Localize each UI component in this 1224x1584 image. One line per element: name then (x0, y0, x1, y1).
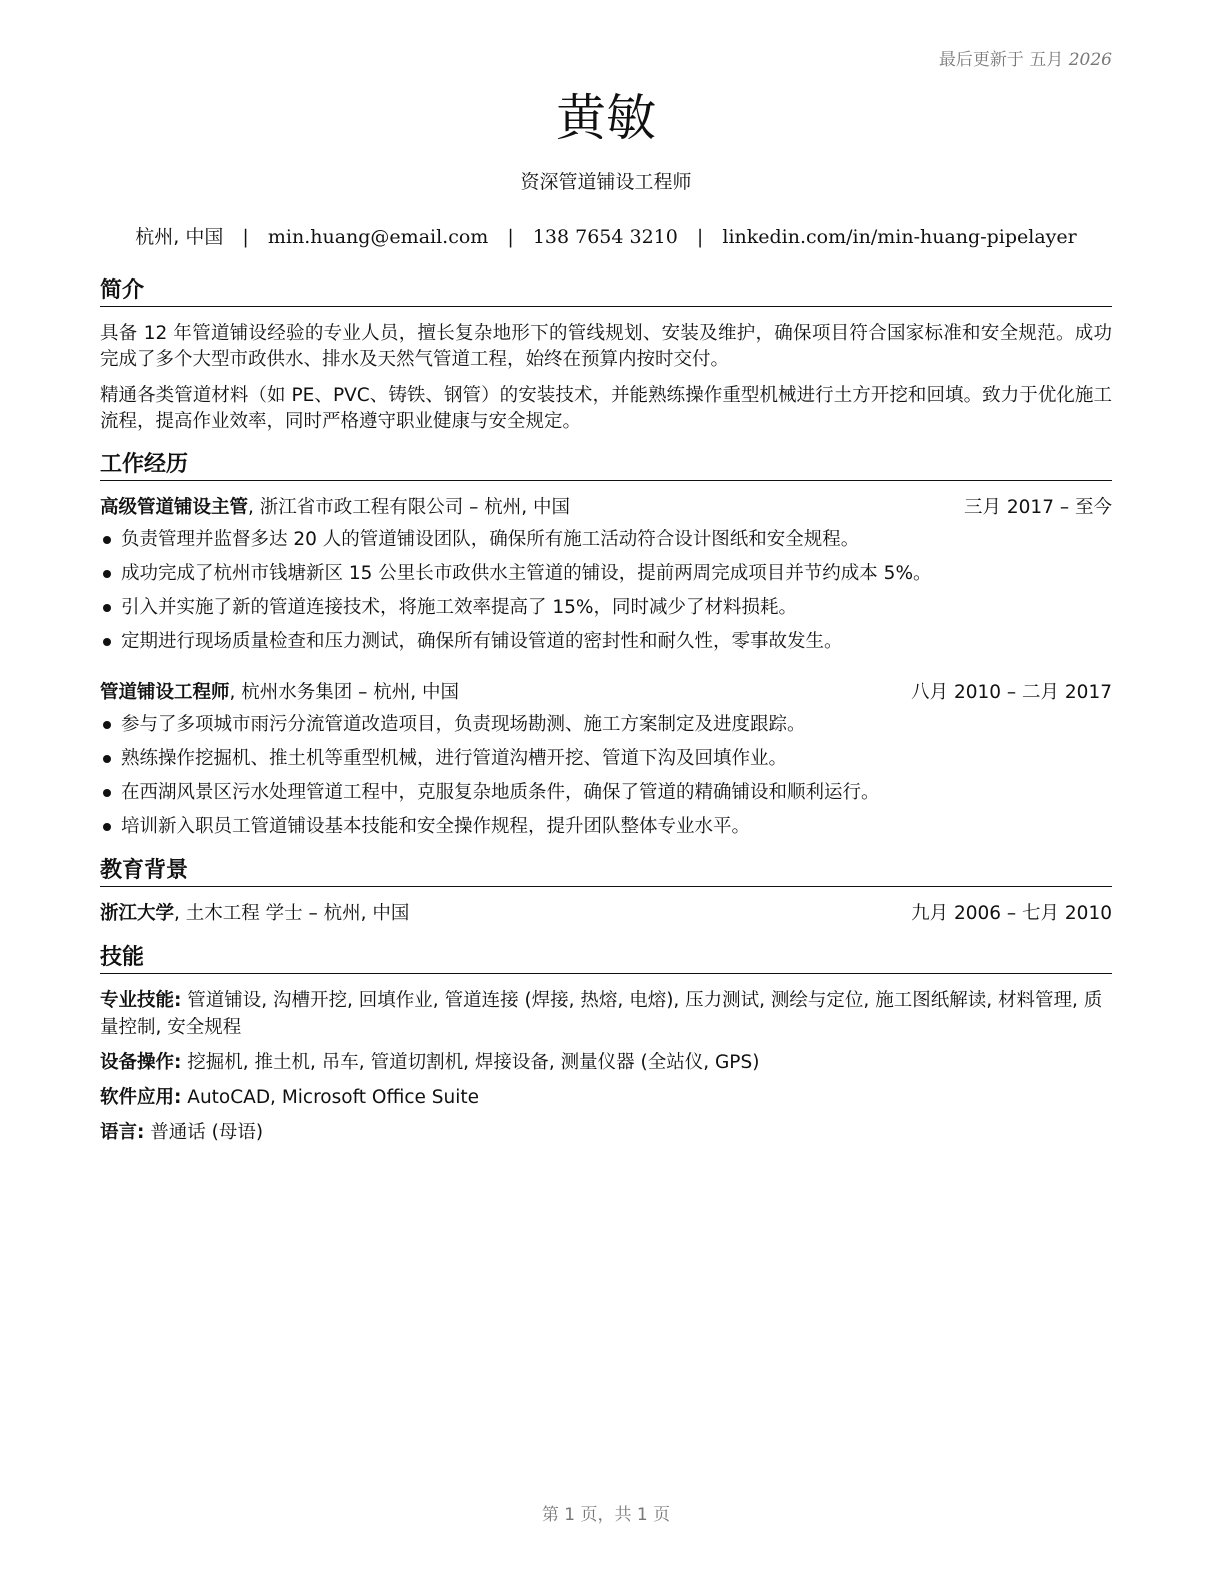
contact-email[interactable]: min.huang@email.com (267, 226, 489, 248)
education-entry (100, 901, 1112, 927)
skill-label: 软件应用: (100, 1087, 182, 1108)
skill-line (100, 987, 1112, 1041)
bullet-text: 参与了多项城市雨污分流管道改造项目，负责现场勘测、施工方案制定及进度跟踪。 (121, 714, 806, 735)
job-header (100, 495, 1112, 521)
job-role: 高级管道铺设主管 (100, 497, 249, 518)
job-title-org (100, 495, 570, 521)
last-updated-month: 五月 (1029, 50, 1064, 70)
skill-line (100, 1119, 1112, 1146)
candidate-headline: 资深管道铺设工程师 (520, 171, 692, 193)
education-detail: , 土木工程 学士 – 杭州, 中国 (174, 903, 410, 924)
bullet-icon (103, 536, 111, 544)
contact-line (100, 224, 1112, 250)
last-updated (939, 45, 1112, 70)
resume-page (100, 0, 1112, 1584)
job-header (100, 680, 1112, 706)
education-dates: 九月 2006 – 七月 2010 (911, 903, 1112, 924)
skill-line (100, 1084, 1112, 1111)
bullet-icon (103, 823, 111, 831)
bullet-text: 熟练操作挖掘机、推土机等重型机械，进行管道沟槽开挖、管道下沟及回填作业。 (121, 748, 788, 769)
section-title-education: 教育背景 (100, 857, 1112, 887)
summary-paragraph: 具备 12 年管道铺设经验的专业人员，擅长复杂地形下的管线规划、安装及维护，确保项目符合国家标准和安全规范。成功完成了多个大型市政供水、排水及天然气管道工程，始终在预算内按时交付。 (100, 323, 1112, 370)
bullet-text: 在西湖风景区污水处理管道工程中，克服复杂地质条件，确保了管道的精确铺设和顺利运行。 (121, 782, 880, 803)
job-title-org (100, 680, 459, 706)
skill-label: 设备操作: (100, 1052, 182, 1073)
contact-linkedin[interactable]: linkedin.com/in/min-huang-pipelayer (722, 226, 1077, 248)
job-bullets (100, 527, 1112, 663)
job-org: , 浙江省市政工程有限公司 – 杭州, 中国 (248, 497, 571, 518)
section-title-experience: 工作经历 (100, 451, 1112, 481)
list-item (100, 780, 1112, 814)
job-bullets (100, 712, 1112, 848)
skill-line (100, 1049, 1112, 1076)
list-item (100, 561, 1112, 595)
list-item (100, 746, 1112, 780)
education-school-detail (100, 901, 409, 927)
job-org: , 杭州水务集团 – 杭州, 中国 (229, 682, 460, 703)
bullet-text: 成功完成了杭州市钱塘新区 15 公里长市政供水主管道的铺设，提前两周完成项目并节约成本 5%。 (121, 563, 932, 584)
list-item (100, 712, 1112, 746)
job-dates: 三月 2017 – 至今 (964, 497, 1112, 518)
bullet-icon (103, 638, 111, 646)
last-updated-year: 2026 (1068, 50, 1112, 70)
contact-separator: | (507, 226, 514, 248)
bullet-icon (103, 604, 111, 612)
list-item (100, 814, 1112, 848)
skill-value: AutoCAD, Microsoft Office Suite (181, 1087, 480, 1108)
bullet-icon (103, 570, 111, 578)
skill-value: 普通话 (母语) (144, 1122, 264, 1143)
summary-paragraph: 精通各类管道材料（如 PE、PVC、铸铁、钢管）的安装技术，并能熟练操作重型机械进行土方开挖和回填。致力于优化施工流程，提高作业效率，同时严格遵守职业健康与安全规定。 (100, 385, 1112, 432)
contact-phone[interactable]: 138 7654 3210 (532, 226, 678, 248)
section-title-summary: 简介 (100, 277, 1112, 307)
skill-label: 专业技能: (100, 990, 182, 1011)
skill-label: 语言: (100, 1122, 145, 1143)
education-school: 浙江大学 (100, 903, 175, 924)
bullet-text: 培训新入职员工管道铺设基本技能和安全操作规程，提升团队整体专业水平。 (121, 816, 751, 837)
list-item (100, 527, 1112, 561)
list-item (100, 595, 1112, 629)
section-title-skills: 技能 (100, 944, 1112, 974)
bullet-icon (103, 755, 111, 763)
contact-separator: | (242, 226, 249, 248)
page-footer: 第 1 页，共 1 页 (541, 1505, 671, 1525)
candidate-name: 黄敏 (556, 89, 656, 147)
job-dates: 八月 2010 – 二月 2017 (911, 682, 1112, 703)
job-role: 管道铺设工程师 (100, 682, 230, 703)
list-item (100, 629, 1112, 663)
contact-separator: | (696, 226, 704, 248)
skill-value: 挖掘机, 推土机, 吊车, 管道切割机, 焊接设备, 测量仪器 (全站仪, GPS) (181, 1052, 760, 1073)
bullet-icon (103, 721, 111, 729)
skill-value: 管道铺设, 沟槽开挖, 回填作业, 管道连接 (焊接, 热熔, 电熔), 压力测试, 测绘与定位, 施工图纸解读, 材料管理, 质量控制, 安全规程 (100, 990, 1103, 1038)
contact-location: 杭州, 中国 (135, 226, 224, 248)
bullet-icon (103, 789, 111, 797)
bullet-text: 定期进行现场质量检查和压力测试，确保所有铺设管道的密封性和耐久性，零事故发生。 (121, 631, 843, 652)
bullet-text: 引入并实施了新的管道连接技术，将施工效率提高了 15%，同时减少了材料损耗。 (121, 597, 798, 618)
last-updated-label: 最后更新于 (938, 50, 1024, 70)
bullet-text: 负责管理并监督多达 20 人的管道铺设团队，确保所有施工活动符合设计图纸和安全规程。 (121, 529, 860, 550)
